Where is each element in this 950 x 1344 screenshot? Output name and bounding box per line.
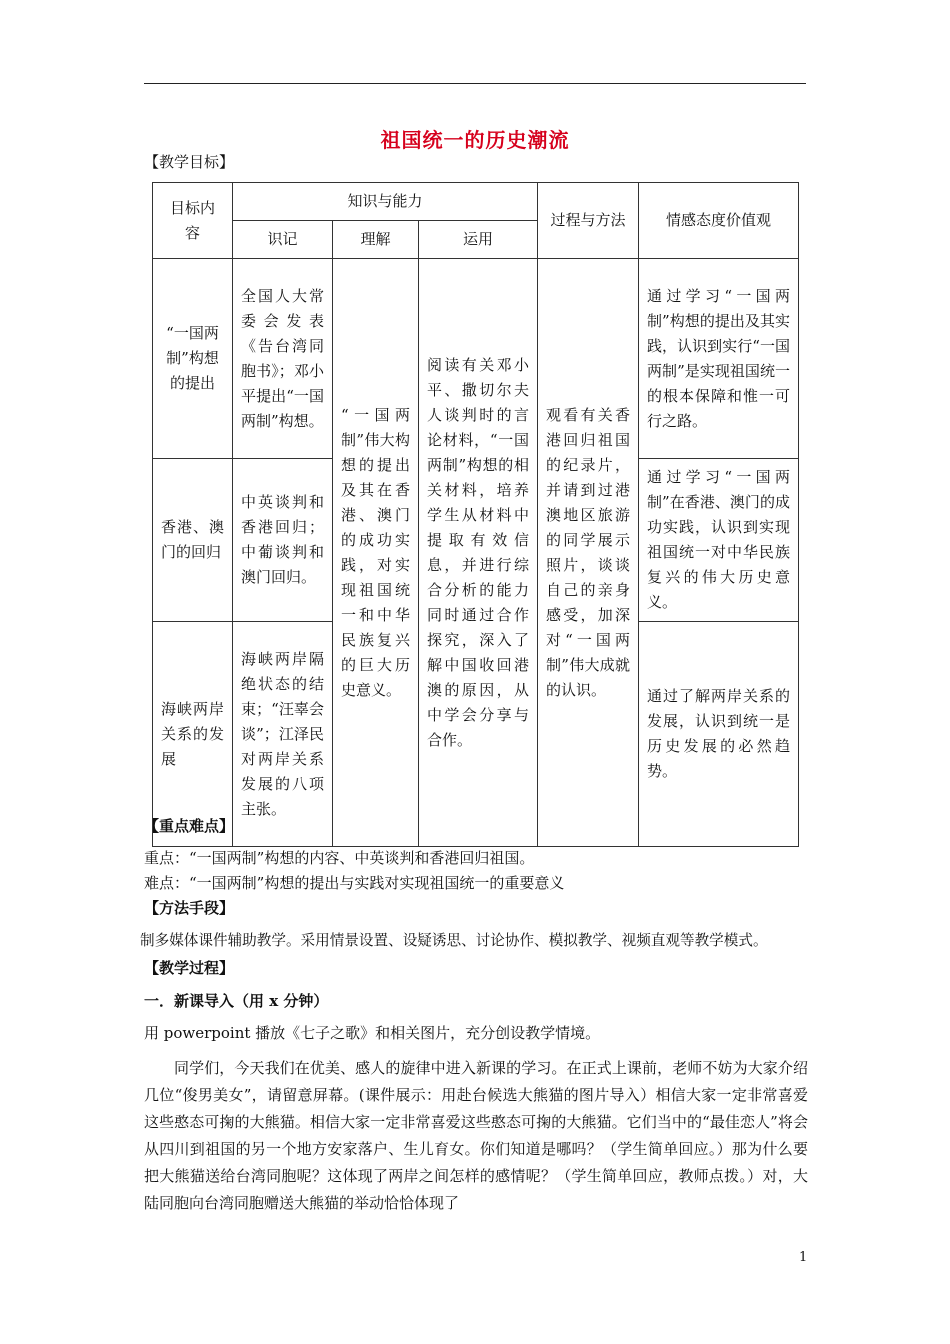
method-text: 制多媒体课件辅助教学。采用情景设置、设疑诱思、讨论协作、模拟教学、视频直观等教学模式。: [140, 932, 768, 949]
row1-recall: 全国人大常委会发表《告台湾同胞书》；邓小平提出“一国两制”构想。: [233, 259, 333, 459]
step1-line: 用 powerpoint 播放《七子之歌》和相关图片，充分创设教学情境。: [144, 1024, 601, 1042]
row2-recall: 中英谈判和香港回归；中葡谈判和澳门回归。: [233, 459, 333, 622]
row3-recall: 海峡两岸隔绝状态的结束；“汪辜会谈”；江泽民对两岸关系发展的八项主张。: [233, 622, 333, 847]
objectives-table: [152, 182, 799, 847]
document-title: 祖国统一的历史潮流: [380, 128, 570, 152]
header-apply: 运用: [419, 221, 538, 259]
row2-target: 香港、澳门的回归: [153, 459, 233, 622]
section-objectives-heading: 【教学目标】: [144, 153, 235, 171]
section-method-heading: 【方法手段】: [144, 899, 235, 917]
header-recall: 识记: [233, 221, 333, 259]
section-process-heading: 【教学过程】: [144, 959, 235, 977]
header-target: 目标内容: [153, 183, 233, 259]
header-understand: 理解: [333, 221, 419, 259]
difficult-point: 难点：“一国两制”构想的提出与实践对实现祖国统一的重要意义: [144, 874, 565, 892]
page-number: 1: [799, 1250, 808, 1265]
row1-target: “一国两制”构想的提出: [153, 259, 233, 459]
header-process: 过程与方法: [538, 183, 639, 259]
section-key-heading: 【重点难点】: [144, 817, 235, 835]
apply-cell: 阅读有关邓小平、撒切尔夫人谈判时的言论材料，“一国两制”构想的相关材料，培养学生从材料中提取有效信息，并进行综合分析的能力同时通过合作探究，深入了解中国收回港澳的原因，从中学会分享与合作。: [419, 259, 538, 847]
step1-heading: 一．新课导入（用 x 分钟）: [144, 992, 329, 1010]
row2-emotion: 通过学习“一国两制”在香港、澳门的成功实践，认识到实现祖国统一对中华民族复兴的伟大历史意义。: [639, 459, 799, 622]
row3-emotion: 通过了解两岸关系的发展，认识到统一是历史发展的必然趋势。: [639, 622, 799, 847]
row1-emotion: 通过学习“一国两制”构想的提出及其实践，认识到实行“一国两制”是实现祖国统一的根本保障和惟一可行之路。: [639, 259, 799, 459]
key-point: 重点：“一国两制”构想的内容、中英谈判和香港回归祖国。: [144, 849, 535, 867]
row3-target: 海峡两岸关系的发展: [153, 622, 233, 847]
header-knowledge: 知识与能力: [233, 183, 538, 221]
header-rule: [144, 83, 806, 84]
step1-paragraph: 同学们，今天我们在优美、感人的旋律中进入新课的学习。在正式上课前，老师不妨为大家介绍几位“俊男美女”，请留意屏幕。(课件展示：用赴台候选大熊猫的图片导入）相信大家一定非常喜爱这些憨态可掬的大熊猫。相信大家一定非常喜爱这些憨态可掬的大熊猫。它们当中的“最佳恋人”将会从四川到祖国的另一个地方安家落户、生儿育女。你们知道是哪吗？（学生简单回应。）那为什么要把大熊猫送给台湾同胞呢？这体现了两岸之间怎样的感情呢？（学生简单回应，教师点拨。）对，大陆同胞向台湾同胞赠送大熊猫的举动恰恰体现了: [144, 1059, 808, 1212]
header-emotion: 情感态度价值观: [639, 183, 799, 259]
process-cell: 观看有关香港回归祖国的纪录片，并请到过港澳地区旅游的同学展示照片，谈谈自己的亲身感受，加深对“一国两制”伟大成就的认识。: [538, 259, 639, 847]
understand-cell: “一国两制”伟大构想的提出及其在香港、澳门的成功实践，对实现祖国统一和中华民族复兴的巨大历史意义。: [333, 259, 419, 847]
